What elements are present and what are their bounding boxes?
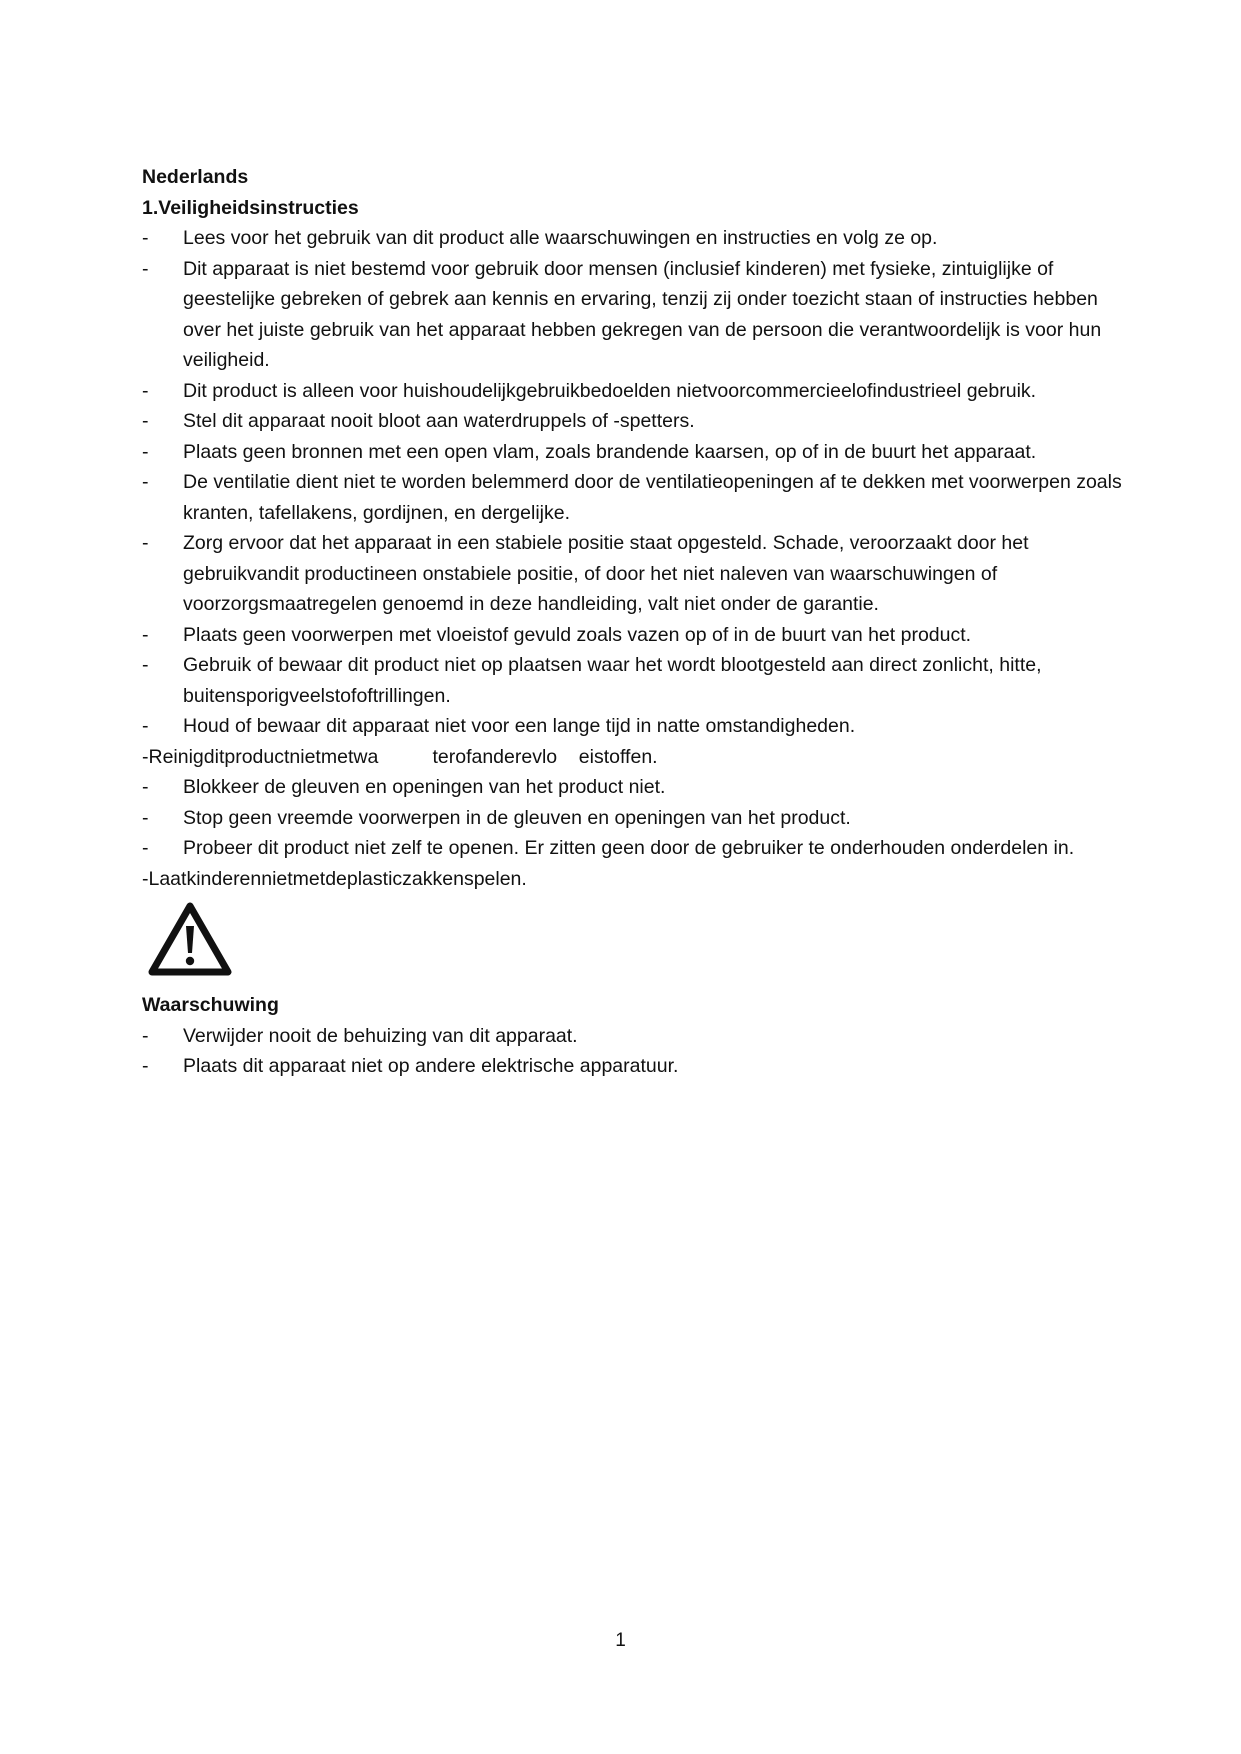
list-item-text: Plaats dit apparaat niet op andere elektrische apparatuur. xyxy=(183,1055,679,1077)
warning-triangle-icon xyxy=(148,902,232,976)
list-item xyxy=(142,650,1132,711)
list-item-text: Verwijder nooit de behuizing van dit apparaat. xyxy=(183,1024,578,1047)
list-dash: - xyxy=(142,257,149,280)
list-dash: - xyxy=(142,776,149,798)
compact-instruction-plastic-bags: -Laatkinderennietmetdeplasticzakkenspelen. xyxy=(142,867,527,890)
list-item xyxy=(142,1051,1132,1082)
list-dash: - xyxy=(142,837,149,859)
list-item-text: Houd of bewaar dit apparaat niet voor een lange tijd in natte omstandigheden. xyxy=(183,715,856,737)
list-dash: - xyxy=(142,440,149,463)
safety-instructions-list xyxy=(142,223,1132,742)
list-dash: - xyxy=(142,654,149,676)
list-dash: - xyxy=(142,227,149,249)
list-item-text: Gebruik of bewaar dit product niet op plaatsen waar het wordt blootgesteld aan direct zonlicht, hitte, buitensporigveelstofoftrillingen. xyxy=(183,654,1042,707)
list-item-text: Probeer dit product niet zelf te openen. Er zitten geen door de gebruiker te onderhouden onderdelen in. xyxy=(183,837,1075,859)
document-content xyxy=(142,162,1132,1082)
list-item-text: Stop geen vreemde voorwerpen in de gleuven en openingen van het product. xyxy=(183,806,851,829)
list-dash: - xyxy=(142,379,149,402)
list-dash: - xyxy=(142,1055,149,1077)
list-item xyxy=(142,406,1132,437)
section-heading: 1.Veiligheidsinstructies xyxy=(142,196,359,219)
list-item xyxy=(142,772,1132,803)
list-item-text: Lees voor het gebruik van dit product alle waarschuwingen en instructies en volg ze op. xyxy=(183,227,938,249)
compact-instruction-cleaning: -Reinigditproductnietmetwa terofanderevlo eistoffen. xyxy=(142,745,658,768)
list-item xyxy=(142,528,1132,620)
list-item xyxy=(142,803,1132,834)
list-item xyxy=(142,223,1132,254)
list-item xyxy=(142,711,1132,742)
safety-instructions-list-2 xyxy=(142,772,1132,864)
list-item xyxy=(142,833,1132,864)
language-heading: Nederlands xyxy=(142,166,249,188)
list-dash: - xyxy=(142,806,149,829)
list-item xyxy=(142,254,1132,376)
list-dash: - xyxy=(142,532,149,554)
list-item-text: Plaats geen bronnen met een open vlam, zoals brandende kaarsen, op of in de buurt het apparaat. xyxy=(183,440,1037,463)
list-item xyxy=(142,620,1132,651)
page-number: 1 xyxy=(615,1630,626,1651)
list-dash: - xyxy=(142,1024,149,1047)
warning-heading: Waarschuwing xyxy=(142,994,279,1016)
list-dash: - xyxy=(142,715,149,737)
list-dash: - xyxy=(142,410,149,432)
list-dash: - xyxy=(142,623,149,646)
list-item-text: Dit product is alleen voor huishoudelijkgebruikbedoelden nietvoorcommercieelofindustrieel gebruik. xyxy=(183,379,1037,402)
list-item xyxy=(142,376,1132,407)
list-item-text: Dit apparaat is niet bestemd voor gebruik door mensen (inclusief kinderen) met fysieke, zintuiglijke of geestelijke gebreken of gebrek aan kennis en ervaring, tenzij zij onder toezicht staan of instructies hebben over het juiste gebruik van het apparaat hebben gekregen van de persoon die verantwoordelijk is voor hun veiligheid. xyxy=(183,257,1102,371)
list-dash: - xyxy=(142,471,149,493)
list-item-text: Plaats geen voorwerpen met vloeistof gevuld zoals vazen op of in de buurt van het product. xyxy=(183,623,972,646)
warning-icon-block xyxy=(142,894,1132,990)
list-item-text: De ventilatie dient niet te worden belemmerd door de ventilatieopeningen af te dekken met voorwerpen zoals kranten, tafellakens, gordijnen, en dergelijke. xyxy=(183,471,1122,524)
list-item-text: Stel dit apparaat nooit bloot aan waterdruppels of -spetters. xyxy=(183,410,695,432)
list-item-text: Blokkeer de gleuven en openingen van het product niet. xyxy=(183,776,666,798)
list-item-text: Zorg ervoor dat het apparaat in een stabiele positie staat opgesteld. Schade, veroorzaakt door het gebruikvandit productineen onstabiele positie, of door het niet naleven van waarschuwingen of voorzorgsmaatregelen genoemd in deze handleiding, valt niet onder de garantie. xyxy=(183,532,1029,615)
warnings-list xyxy=(142,1021,1132,1082)
list-item xyxy=(142,437,1132,468)
list-item xyxy=(142,1021,1132,1052)
list-item xyxy=(142,467,1132,528)
